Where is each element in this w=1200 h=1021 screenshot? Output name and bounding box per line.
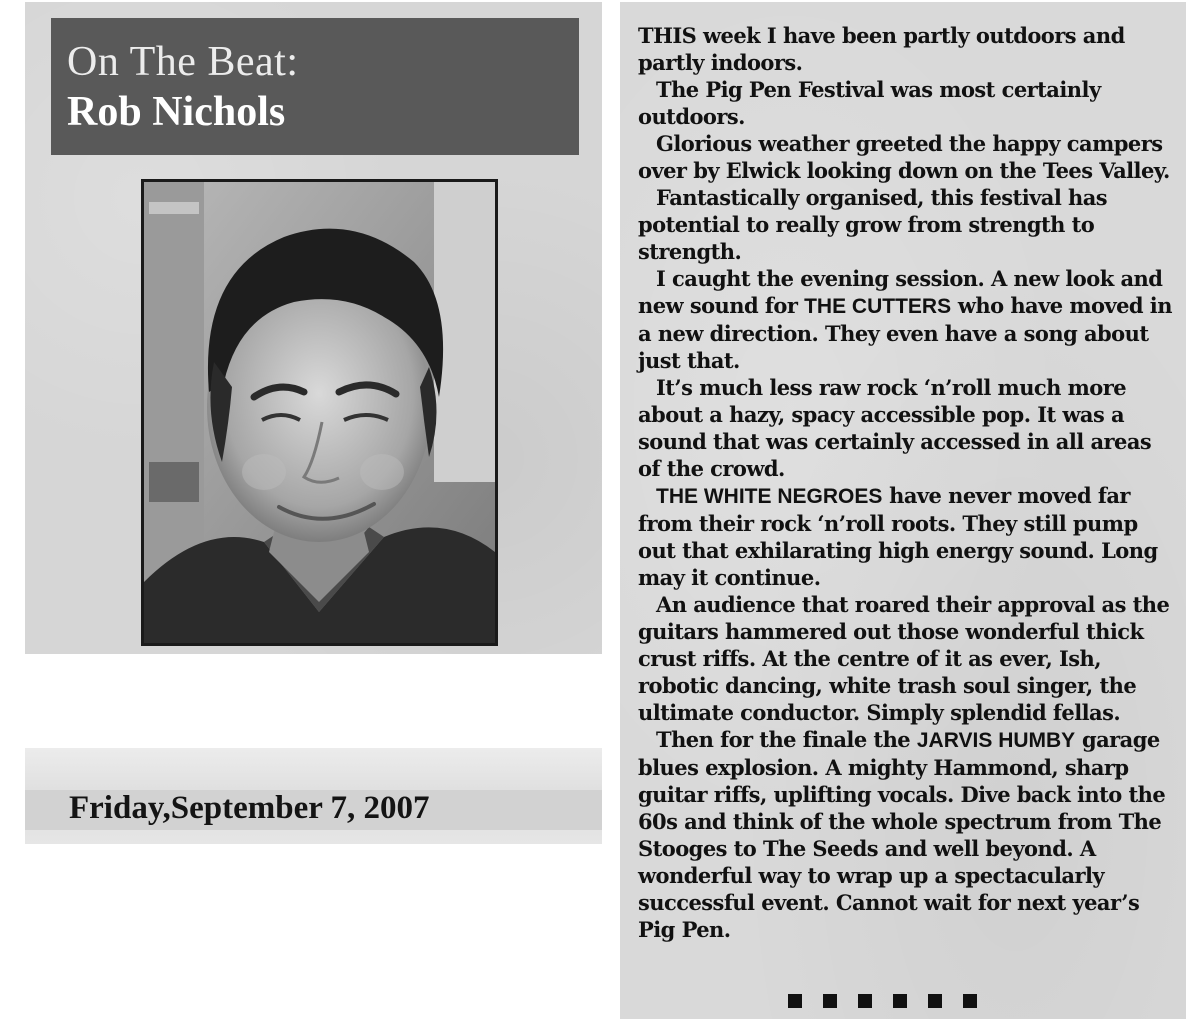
columnist-photo	[141, 179, 498, 646]
paragraph-text: Then for the finale the	[656, 727, 917, 752]
paragraph-text: who have moved in a new direction. They even have a song about just that.	[638, 293, 1172, 373]
publication-date: Friday,September 7, 2007	[69, 790, 430, 826]
article-paragraph	[638, 482, 1178, 591]
paragraph-text: garage blues explosion. A mighty Hammond, sharp guitar riffs, uplifting vocals. Dive back into the 60s and think of the whole spectrum from The Stooges to The Seeds and well beyond. A wonderful way to wrap up a spectacularly successful event. Cannot wait for next year’s Pig Pen.	[638, 727, 1166, 942]
article-paragraph	[638, 265, 1178, 374]
band-name: THE CUTTERS	[804, 295, 952, 318]
article-paragraph: The Pig Pen Festival was most certainly outdoors.	[638, 77, 1101, 129]
article-paragraph: An audience that roared their approval as the guitars hammered out those wonderful thick crust riffs. At the centre of it as ever, Ish, robotic dancing, white trash soul singer, the ultimate conductor. Simply splendid fellas.	[638, 592, 1170, 725]
article-paragraph: Fantastically organised, this festival has potential to really grow from strength to strength.	[638, 185, 1108, 264]
article-body	[638, 22, 1178, 943]
end-mark	[823, 994, 837, 1008]
paragraph-text: I caught the evening session. A new look and new sound for	[638, 266, 1163, 318]
article-paragraph: THIS week I have been partly outdoors and partly indoors.	[638, 23, 1125, 75]
column-title: On The Beat:	[67, 39, 299, 85]
end-mark	[963, 994, 977, 1008]
article-paragraph	[638, 726, 1178, 943]
end-mark	[858, 994, 872, 1008]
end-mark	[788, 994, 802, 1008]
column-header-clipping	[25, 2, 602, 654]
article-paragraph: Glorious weather greeted the happy campers over by Elwick looking down on the Tees Valley.	[638, 131, 1170, 183]
paragraph-text: have never moved far from their rock ‘n’roll roots. They still pump out that exhilarating high energy sound. Long may it continue.	[638, 483, 1158, 590]
band-name: THE WHITE NEGROES	[656, 485, 883, 508]
end-mark	[928, 994, 942, 1008]
end-of-article-marks	[788, 994, 977, 1008]
column-heading-box	[51, 18, 579, 155]
columnist-name: Rob Nichols	[67, 89, 286, 135]
end-mark	[893, 994, 907, 1008]
portrait-illustration	[144, 182, 495, 643]
band-name: JARVIS HUMBY	[916, 729, 1076, 752]
article-clipping	[620, 2, 1186, 1019]
dateline-clipping	[25, 748, 602, 844]
article-paragraph: It’s much less raw rock ‘n’roll much more about a hazy, spacy accessible pop. It was a sound that was certainly accessed in all areas of the crowd.	[638, 375, 1152, 481]
